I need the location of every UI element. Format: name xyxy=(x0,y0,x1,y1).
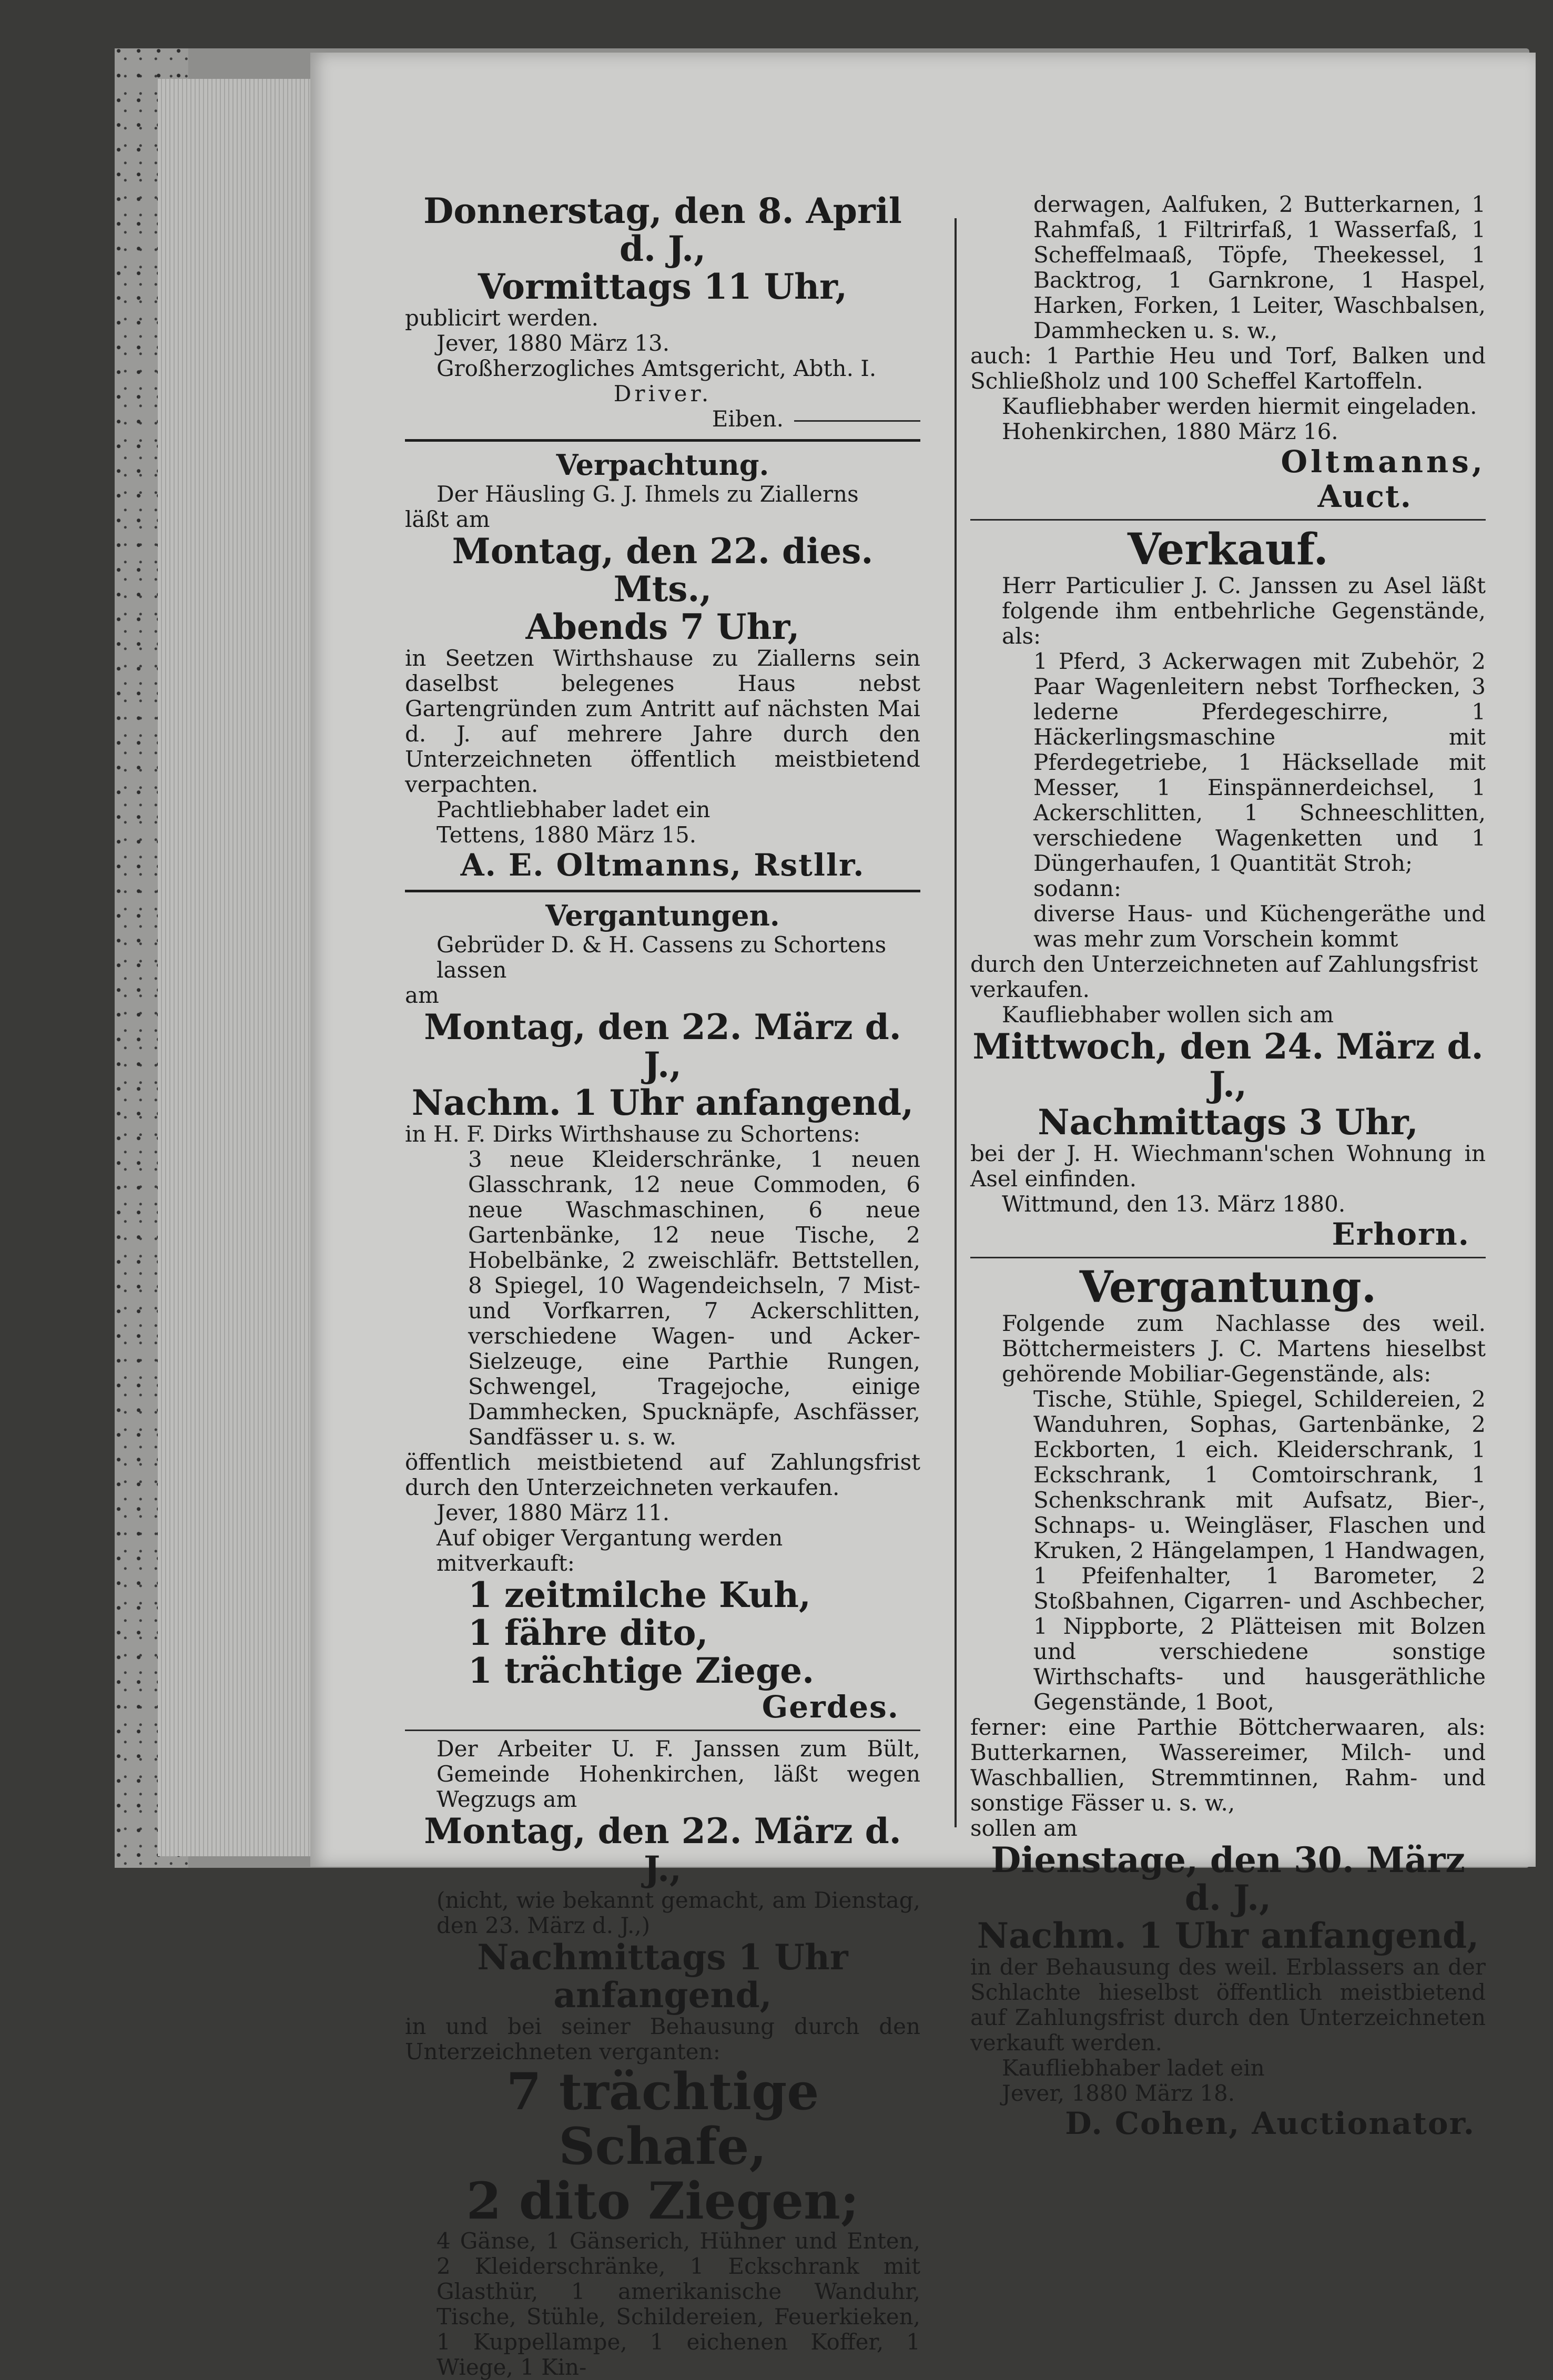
text-line: Kaufliebhaber wollen sich am xyxy=(1002,1002,1334,1028)
text-line: Kaufliebhaber werden hiermit eingeladen. xyxy=(1002,393,1477,419)
notice-vergantungen xyxy=(405,899,920,1724)
text-line: durch den Unterzeichneten auf Zahlungsfrist verkaufen. xyxy=(970,951,1478,1002)
text-line: Gebrüder D. & H. Cassens zu Schortens lassen xyxy=(437,932,887,983)
notice-verkauf xyxy=(970,526,1486,1252)
time-line: Nachmittags 1 Uhr anfangend, xyxy=(477,1937,848,2016)
date-line: Montag, den 22. dies. Mts., xyxy=(452,531,874,609)
date-line: Dienstage, den 30. März d. J., xyxy=(991,1839,1465,1918)
extra-item: 1 trächtige Ziege. xyxy=(468,1650,815,1691)
column-divider xyxy=(955,218,957,1827)
also-line xyxy=(970,1715,1486,1816)
text-line: Jever, 1880 März 13. xyxy=(437,330,670,356)
notice-vergantung xyxy=(970,1264,1486,2141)
text-line: publicirt werden. xyxy=(405,305,598,331)
text-line: Pachtliebhaber ladet ein xyxy=(437,797,710,822)
text-line: Großherzogliches Amtsgericht, Abth. I. xyxy=(437,355,877,381)
time-line: Nachm. 1 Uhr anfangend, xyxy=(977,1915,1479,1956)
notice-title: Verpachtung. xyxy=(556,448,769,482)
signature: Oltmanns, xyxy=(1281,444,1486,480)
date-line: Montag, den 22. März d. J., xyxy=(424,1006,901,1085)
item-list: 4 Gänse, 1 Gänserich, Hühner und Enten, 2 Kleiderschränke, 1 Eckschrank mit Glasthür, 1 amerikanische Wanduhr, Tische, Stühle, Schildereien, Feuerkieken, 1 Kuppellampe, 1 eichenen Koffer, 1 Wiege, 1 Kin- xyxy=(437,2228,920,2380)
text-line: Jever, 1880 März 11. xyxy=(437,1500,670,1525)
also-line xyxy=(970,343,1486,394)
signature: Gerdes. xyxy=(762,1689,899,1725)
text-line: Auf obiger Vergantung werden mitverkauft: xyxy=(437,1525,783,1576)
text-line: in H. F. Dirks Wirthshause zu Schortens: xyxy=(405,1121,861,1147)
text-line: sodann: xyxy=(1033,876,1122,901)
also-text: 1 Parthie Heu und Torf, Balken und Schließholz und 100 Scheffel Kartoffeln. xyxy=(970,343,1486,394)
text-line: Der Arbeiter U. F. Janssen zum Bült, Gemeinde Hohenkirchen, läßt wegen Wegzugs am xyxy=(437,1736,920,1812)
section-rule xyxy=(970,1257,1486,1258)
text-line: Kaufliebhaber ladet ein xyxy=(1002,2055,1265,2081)
date-line: Montag, den 22. März d. J., xyxy=(424,1811,901,1889)
item-list: 1 Pferd, 3 Ackerwagen mit Zubehör, 2 Paar Wagenleitern nebst Torfhecken, 3 lederne Pferdegeschirre, 1 Häckerlingsmaschine mit Pferdegetriebe, 1 Häcksellade mit Messer, 1 Einspännerdeichsel, 1 Ackerschlitten, 1 Schneeschlitten, verschiedene Wagenketten und 1 Düngerhaufen, 1 Quantität Stroh; xyxy=(1033,648,1486,876)
body-text: öffentlich meistbietend auf Zahlungsfrist durch den Unterzeichneten verkaufen. xyxy=(405,1449,920,1500)
page-edges xyxy=(158,79,316,1856)
item-list: derwagen, Aalfuken, 2 Butterkarnen, 1 Rahmfaß, 1 Filtrirfaß, 1 Wasserfaß, 1 Scheffelmaaß, Töpfe, Theekessel, 1 Backtrog, 1 Garnkrone, 1 Haspel, Harken, Forken, 1 Leiter, Waschbalsen, Dammhecken u. s. w., xyxy=(1033,191,1486,343)
time-line: Nachmittags 3 Uhr, xyxy=(1038,1102,1418,1143)
body-text: in Seetzen Wirthshause zu Ziallerns sein daselbst belegenes Haus nebst Gartengründen zum Antritt auf nächsten Mai d. J. auf mehrere Jahre durch den Unterzeichneten öffentlich meistbietend verpachten. xyxy=(405,645,920,797)
text-line: läßt am xyxy=(405,506,490,532)
item-list: 3 neue Kleiderschränke, 1 neuen Glasschrank, 12 neue Commoden, 6 neue Waschmaschinen, 6 neue Gartenbänke, 12 neue Tische, 2 Hobelbänke, 2 zweischläfr. Bettstellen, 8 Spiegel, 10 Wagendeichseln, 7 Mist- und Vorfkarren, 7 Ackerschlitten, verschiedene Wagen- und Acker-Sielzeuge, eine Parthie Rungen, Schwengel, Tragejoche, einige Dammhecken, Spucknäpfe, Aschfässer, Sandfässer u. s. w. xyxy=(468,1146,920,1450)
signature-text: Eiben. xyxy=(712,406,784,432)
section-rule xyxy=(405,1730,920,1731)
featured-item: 2 dito Ziegen; xyxy=(466,2171,859,2231)
body-text: bei der J. H. Wiechmann'schen Wohnung in Asel einfinden. xyxy=(970,1141,1486,1192)
date-line: Mittwoch, den 24. März d. J., xyxy=(972,1026,1484,1105)
text-line: diverse Haus- und Küchengeräthe und was mehr zum Vorschein kommt xyxy=(1033,901,1486,952)
right-column xyxy=(970,192,1486,2141)
text-line: sollen am xyxy=(970,1815,1078,1841)
also-label: ferner: xyxy=(970,1714,1048,1740)
notice-title: Verkauf. xyxy=(1128,524,1328,575)
also-label: auch: xyxy=(970,343,1032,369)
time-line: Abends 7 Uhr, xyxy=(525,606,800,647)
signature xyxy=(405,406,920,432)
notice-title: Vergantungen. xyxy=(545,899,780,932)
text-line: Wittmund, den 13. März 1880. xyxy=(1002,1191,1346,1217)
text-line: Hohenkirchen, 1880 März 16. xyxy=(1002,419,1338,444)
text-line: Der Häusling G. J. Ihmels zu Ziallerns xyxy=(437,481,859,507)
notice-publication xyxy=(405,192,920,432)
body-text: in der Behausung des weil. Erblassers an der Schlachte hieselbst öffentlich meistbietend auf Zahlungsfrist durch den Unterzeichneten verkauft werden. xyxy=(970,1954,1486,2056)
text-line: Jever, 1880 März 18. xyxy=(1002,2080,1235,2106)
section-rule xyxy=(405,890,920,892)
note-line: (nicht, wie bekannt gemacht, am Dienstag, den 23. März d. J.,) xyxy=(437,1887,920,1938)
signature: Erhorn. xyxy=(1332,1216,1470,1252)
text-line: Tettens, 1880 März 15. xyxy=(437,822,697,848)
section-rule xyxy=(405,439,920,442)
short-rule xyxy=(794,420,920,422)
text-line: Folgende zum Nachlasse des weil. Böttchermeisters J. C. Martens hieselbst gehörende Mobiliar-Gegenstände, als: xyxy=(1002,1310,1486,1387)
signature: Driver. xyxy=(613,381,712,406)
signature: D. Cohen, Auctionator. xyxy=(1065,2106,1475,2141)
extra-item: 1 zeitmilche Kuh, xyxy=(468,1574,811,1615)
notice-verpachtung xyxy=(405,448,920,882)
notice-janssen-continued xyxy=(970,192,1486,514)
body-text: in und bei seiner Behausung durch den Unterzeichneten verganten: xyxy=(405,2013,920,2064)
item-list: Tische, Stühle, Spiegel, Schildereien, 2 Wanduhren, Sophas, Gartenbänke, 2 Eckborten, 1 eich. Kleiderschrank, 1 Eckschrank, 1 Comtoirschrank, 1 Schenkschrank mit Aufsatz, Bier-, Schnaps- u. Weingläser, Flaschen und Kruken, 2 Hängelampen, 1 Handwagen, 1 Pfeifenhalter, 1 Barometer, 2 Stoßbahnen, Cigarren- und Aschbecher, 1 Nippborte, 2 Plätteisen mit Bolzen und verschiedene sonstige Wirthschafts- und hausgeräthliche Gegenstände, 1 Boot, xyxy=(1033,1386,1486,1715)
signature: Auct. xyxy=(1317,479,1412,514)
also-text: eine Parthie Böttcherwaaren, als: Butterkarnen, Wassereimer, Milch- und Waschballien, Stremmtinnen, Rahm- und sonstige Fässer u. s. w., xyxy=(970,1714,1486,1816)
left-column xyxy=(405,192,920,2380)
notice-title: Vergantung. xyxy=(1079,1262,1377,1313)
date-line: Donnerstag, den 8. April d. J., xyxy=(423,190,902,269)
time-line: Vormittags 11 Uhr, xyxy=(478,266,848,307)
text-line: am xyxy=(405,982,439,1008)
notice-janssen xyxy=(405,1736,920,2380)
section-rule xyxy=(970,519,1486,521)
signature: A. E. Oltmanns, Rstllr. xyxy=(460,847,865,883)
featured-item: 7 trächtige Schafe, xyxy=(506,2062,819,2176)
extra-item: 1 fähre dito, xyxy=(468,1612,708,1653)
time-line: Nachm. 1 Uhr anfangend, xyxy=(411,1082,914,1123)
text-line: Herr Particulier J. C. Janssen zu Asel läßt folgende ihm entbehrliche Gegenstände, als: xyxy=(1002,573,1486,649)
